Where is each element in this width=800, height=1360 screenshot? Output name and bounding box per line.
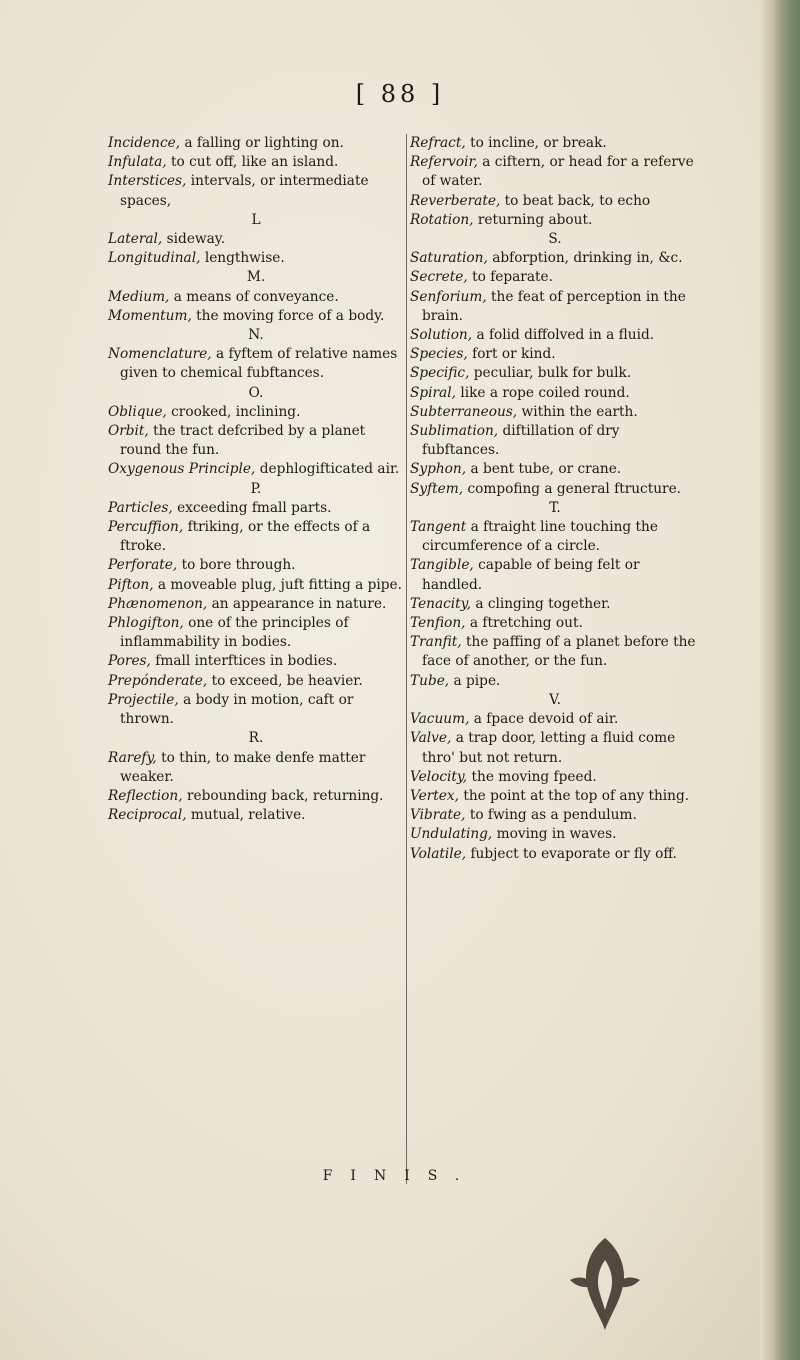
entry-term: Prepónderate,: [108, 672, 208, 689]
glossary-entry: [410, 249, 700, 268]
entry-term: Tangent: [410, 519, 467, 536]
glossary-entry: [108, 749, 404, 787]
entry-term: Secrete,: [410, 269, 468, 286]
entry-term: Orbit,: [108, 423, 149, 440]
glossary-entry: [410, 633, 700, 671]
entry-definition: mutual, relative.: [190, 807, 306, 824]
glossary-entry: [410, 806, 700, 825]
glossary-entry: [410, 825, 700, 844]
entry-definition: within the earth.: [521, 403, 638, 420]
entry-term: Vertex,: [410, 787, 459, 804]
glossary-entry: [108, 787, 404, 806]
entry-definition: a folid diffolved in a fluid.: [476, 327, 655, 344]
entry-term: Vibrate,: [410, 807, 466, 824]
section-letter: S.: [548, 231, 562, 248]
glossary-entry: [410, 787, 700, 806]
glossary-entry: [108, 153, 404, 172]
entry-term: Undulating,: [410, 826, 493, 843]
entry-definition: fmall interftices in bodies.: [155, 653, 338, 670]
entry-definition: lengthwise.: [204, 250, 285, 267]
entry-term: Oxygenous Principle,: [108, 461, 256, 478]
glossary-entry: [410, 211, 700, 230]
entry-term: Medium,: [108, 288, 170, 305]
entry-definition: like a rope coiled round.: [460, 384, 630, 401]
glossary-entry: [410, 192, 700, 211]
glossary-left-column: [108, 134, 404, 825]
entry-definition: to incline, or break.: [470, 135, 607, 151]
entry-definition: moving in waves.: [496, 826, 617, 843]
glossary-entry: [108, 672, 404, 691]
entry-definition: a fpace devoid of air.: [473, 711, 619, 728]
entry-definition: dephlogifticated air.: [259, 461, 400, 478]
entry-definition: a bent tube, or crane.: [470, 461, 622, 478]
entry-definition: diftillation of dry fubftances.: [422, 423, 620, 459]
entry-definition: a ftretching out.: [469, 615, 583, 632]
entry-definition: a means of conveyance.: [173, 288, 339, 305]
entry-term: Sublimation,: [410, 423, 499, 440]
entry-term: Solution,: [410, 327, 473, 344]
entry-definition: crooked, inclining.: [171, 403, 301, 420]
glossary-entry: [410, 729, 700, 767]
entry-definition: ftriking, or the effects of a ftroke.: [120, 519, 371, 555]
entry-term: Nomenclature,: [108, 346, 212, 363]
glossary-entry: [108, 691, 404, 729]
entry-definition: the feat of perception in the brain.: [422, 288, 686, 324]
glossary-entry: [108, 172, 404, 210]
glossary-entry: [410, 460, 700, 479]
entry-term: Tenacity,: [410, 595, 471, 612]
entry-term: Tangible,: [410, 557, 474, 574]
page-edge: [760, 0, 800, 1360]
entry-term: Refract,: [410, 135, 466, 151]
glossary-entry: [410, 595, 700, 614]
entry-definition: rebounding back, returning.: [186, 787, 384, 804]
entry-term: Vacuum,: [410, 711, 470, 728]
glossary-entry: [410, 422, 700, 460]
entry-term: Syftem,: [410, 480, 464, 497]
entry-definition: the paffing of a planet before the face of another, or the fun.: [422, 634, 696, 670]
glossary-entry: [410, 364, 700, 383]
entry-term: Refervoir,: [410, 154, 478, 171]
entry-term: Spiral,: [410, 384, 456, 401]
glossary-entry: [410, 326, 700, 345]
section-letter: P.: [250, 480, 262, 497]
entry-term: Momentum,: [108, 307, 192, 324]
entry-definition: intervals, or intermediate spaces,: [120, 173, 369, 209]
entry-term: Reciprocal,: [108, 807, 187, 824]
section-letter: V.: [549, 691, 561, 708]
page-number: [ 88 ]: [355, 80, 445, 108]
entry-definition: fubject to evaporate or fly off.: [470, 845, 677, 862]
entry-definition: an appearance in nature.: [211, 595, 387, 612]
entry-definition: capable of being felt or handled.: [422, 557, 640, 593]
entry-term: Lateral,: [108, 231, 163, 248]
glossary-entry: [108, 403, 404, 422]
glossary-entry: [108, 806, 404, 825]
entry-definition: a moveable plug, juft fitting a pipe.: [157, 576, 402, 593]
entry-term: Velocity,: [410, 768, 468, 785]
entry-term: Specific,: [410, 365, 470, 382]
entry-definition: exceeding fmall parts.: [177, 499, 332, 516]
entry-definition: a trap door, letting a fluid come thro' but not return.: [422, 730, 676, 766]
entry-term: Reverberate,: [410, 192, 501, 209]
entry-definition: the tract defcribed by a planet round the fun.: [120, 423, 366, 459]
entry-definition: a ftraight line touching the circumference of a circle.: [422, 519, 658, 555]
entry-term: Infulata,: [108, 154, 167, 171]
section-letter: T.: [549, 499, 561, 516]
entry-definition: compofing a general ftructure.: [467, 480, 682, 497]
glossary-entry: [108, 230, 404, 249]
glossary-entry: [108, 307, 404, 326]
entry-term: Subterraneous,: [410, 403, 518, 420]
entry-term: Interstices,: [108, 173, 187, 190]
glossary-entry: [410, 480, 700, 499]
entry-definition: a body in motion, caft or thrown.: [120, 691, 354, 728]
glossary-entry: [410, 384, 700, 403]
entry-term: Rotation,: [410, 211, 474, 228]
entry-term: Species,: [410, 346, 468, 363]
glossary-entry: [108, 576, 404, 595]
column-divider: [406, 134, 407, 1184]
entry-term: Valve,: [410, 730, 452, 747]
entry-definition: the moving fpeed.: [471, 768, 597, 785]
glossary-entry: [410, 518, 700, 556]
entry-definition: to feparate.: [472, 269, 553, 286]
glossary-entry: [410, 403, 700, 422]
entry-term: Syphon,: [410, 461, 467, 478]
entry-term: Longitudinal,: [108, 250, 201, 267]
glossary-entry: [108, 595, 404, 614]
glossary-entry: [108, 460, 404, 479]
entry-term: Projectile,: [108, 691, 179, 708]
entry-term: Reflection,: [108, 787, 183, 804]
entry-term: Tenfion,: [410, 615, 466, 632]
glossary-entry: [410, 710, 700, 729]
glossary-entry: [108, 614, 404, 652]
entry-definition: to cut off, like an island.: [171, 154, 339, 171]
glossary-entry: [108, 134, 404, 153]
glossary-entry: [410, 672, 700, 691]
entry-term: Percuffion,: [108, 519, 184, 536]
glossary-entry: [108, 422, 404, 460]
glossary-entry: [410, 556, 700, 594]
entry-definition: fort or kind.: [472, 346, 556, 363]
glossary-entry: [410, 268, 700, 287]
entry-term: Rarefy,: [108, 749, 157, 766]
glossary-entry: [108, 288, 404, 307]
entry-term: Incidence,: [108, 135, 181, 151]
glossary-entry: [108, 518, 404, 556]
glossary-entry: [108, 345, 404, 383]
section-letter: M.: [246, 269, 266, 286]
entry-term: Oblique,: [108, 403, 167, 420]
glossary-entry: [410, 134, 700, 153]
entry-definition: a ciftern, or head for a referve of water.: [422, 154, 694, 190]
entry-definition: to beat back, to echo: [504, 192, 651, 209]
section-letter: N.: [248, 327, 264, 344]
section-letter: L: [251, 211, 261, 228]
glossary-entry: [108, 556, 404, 575]
entry-definition: a pipe.: [453, 672, 501, 689]
glossary-entry: [410, 345, 700, 364]
glossary-entry: [108, 499, 404, 518]
entry-definition: one of the principles of inflammability in bodies.: [120, 615, 349, 651]
entry-term: Volatile,: [410, 845, 467, 862]
finis-footer: FINIS.: [322, 1168, 478, 1184]
glossary-entry: [410, 768, 700, 787]
glossary-entry: [108, 249, 404, 268]
entry-definition: returning about.: [477, 211, 593, 228]
entry-definition: peculiar, bulk for bulk.: [473, 365, 632, 382]
entry-definition: to exceed, be heavier.: [211, 672, 363, 689]
section-letter: R.: [248, 730, 264, 747]
glossary-entry: [410, 288, 700, 326]
entry-term: Tube,: [410, 672, 450, 689]
entry-definition: a falling or lighting on.: [184, 135, 344, 151]
entry-definition: a fyftem of relative names given to chemical fubftances.: [120, 346, 398, 382]
entry-definition: the point at the top of any thing.: [463, 787, 690, 804]
printer-ornament-icon: [560, 1230, 650, 1340]
entry-definition: the moving force of a body.: [196, 307, 385, 324]
entry-term: Phænomenon,: [108, 595, 208, 612]
entry-term: Saturation,: [410, 250, 488, 267]
section-letter: O.: [248, 384, 264, 401]
entry-term: Perforate,: [108, 557, 178, 574]
glossary-right-column: [410, 134, 700, 864]
entry-term: Tranfit,: [410, 634, 462, 651]
entry-definition: to fwing as a pendulum.: [469, 807, 637, 824]
entry-definition: to thin, to make denfe matter weaker.: [120, 749, 366, 785]
entry-term: Particles,: [108, 499, 173, 516]
glossary-entry: [410, 614, 700, 633]
entry-term: Phlogifton,: [108, 615, 184, 632]
glossary-entry: [410, 153, 700, 191]
entry-definition: sideway.: [166, 231, 226, 248]
entry-term: Pifton,: [108, 576, 154, 593]
entry-term: Pores,: [108, 653, 151, 670]
glossary-entry: [108, 652, 404, 671]
entry-definition: abforption, drinking in, &c.: [492, 250, 683, 267]
glossary-entry: [410, 845, 700, 864]
entry-definition: a clinging together.: [475, 595, 611, 612]
entry-definition: to bore through.: [181, 557, 296, 574]
entry-term: Senforium,: [410, 288, 487, 305]
